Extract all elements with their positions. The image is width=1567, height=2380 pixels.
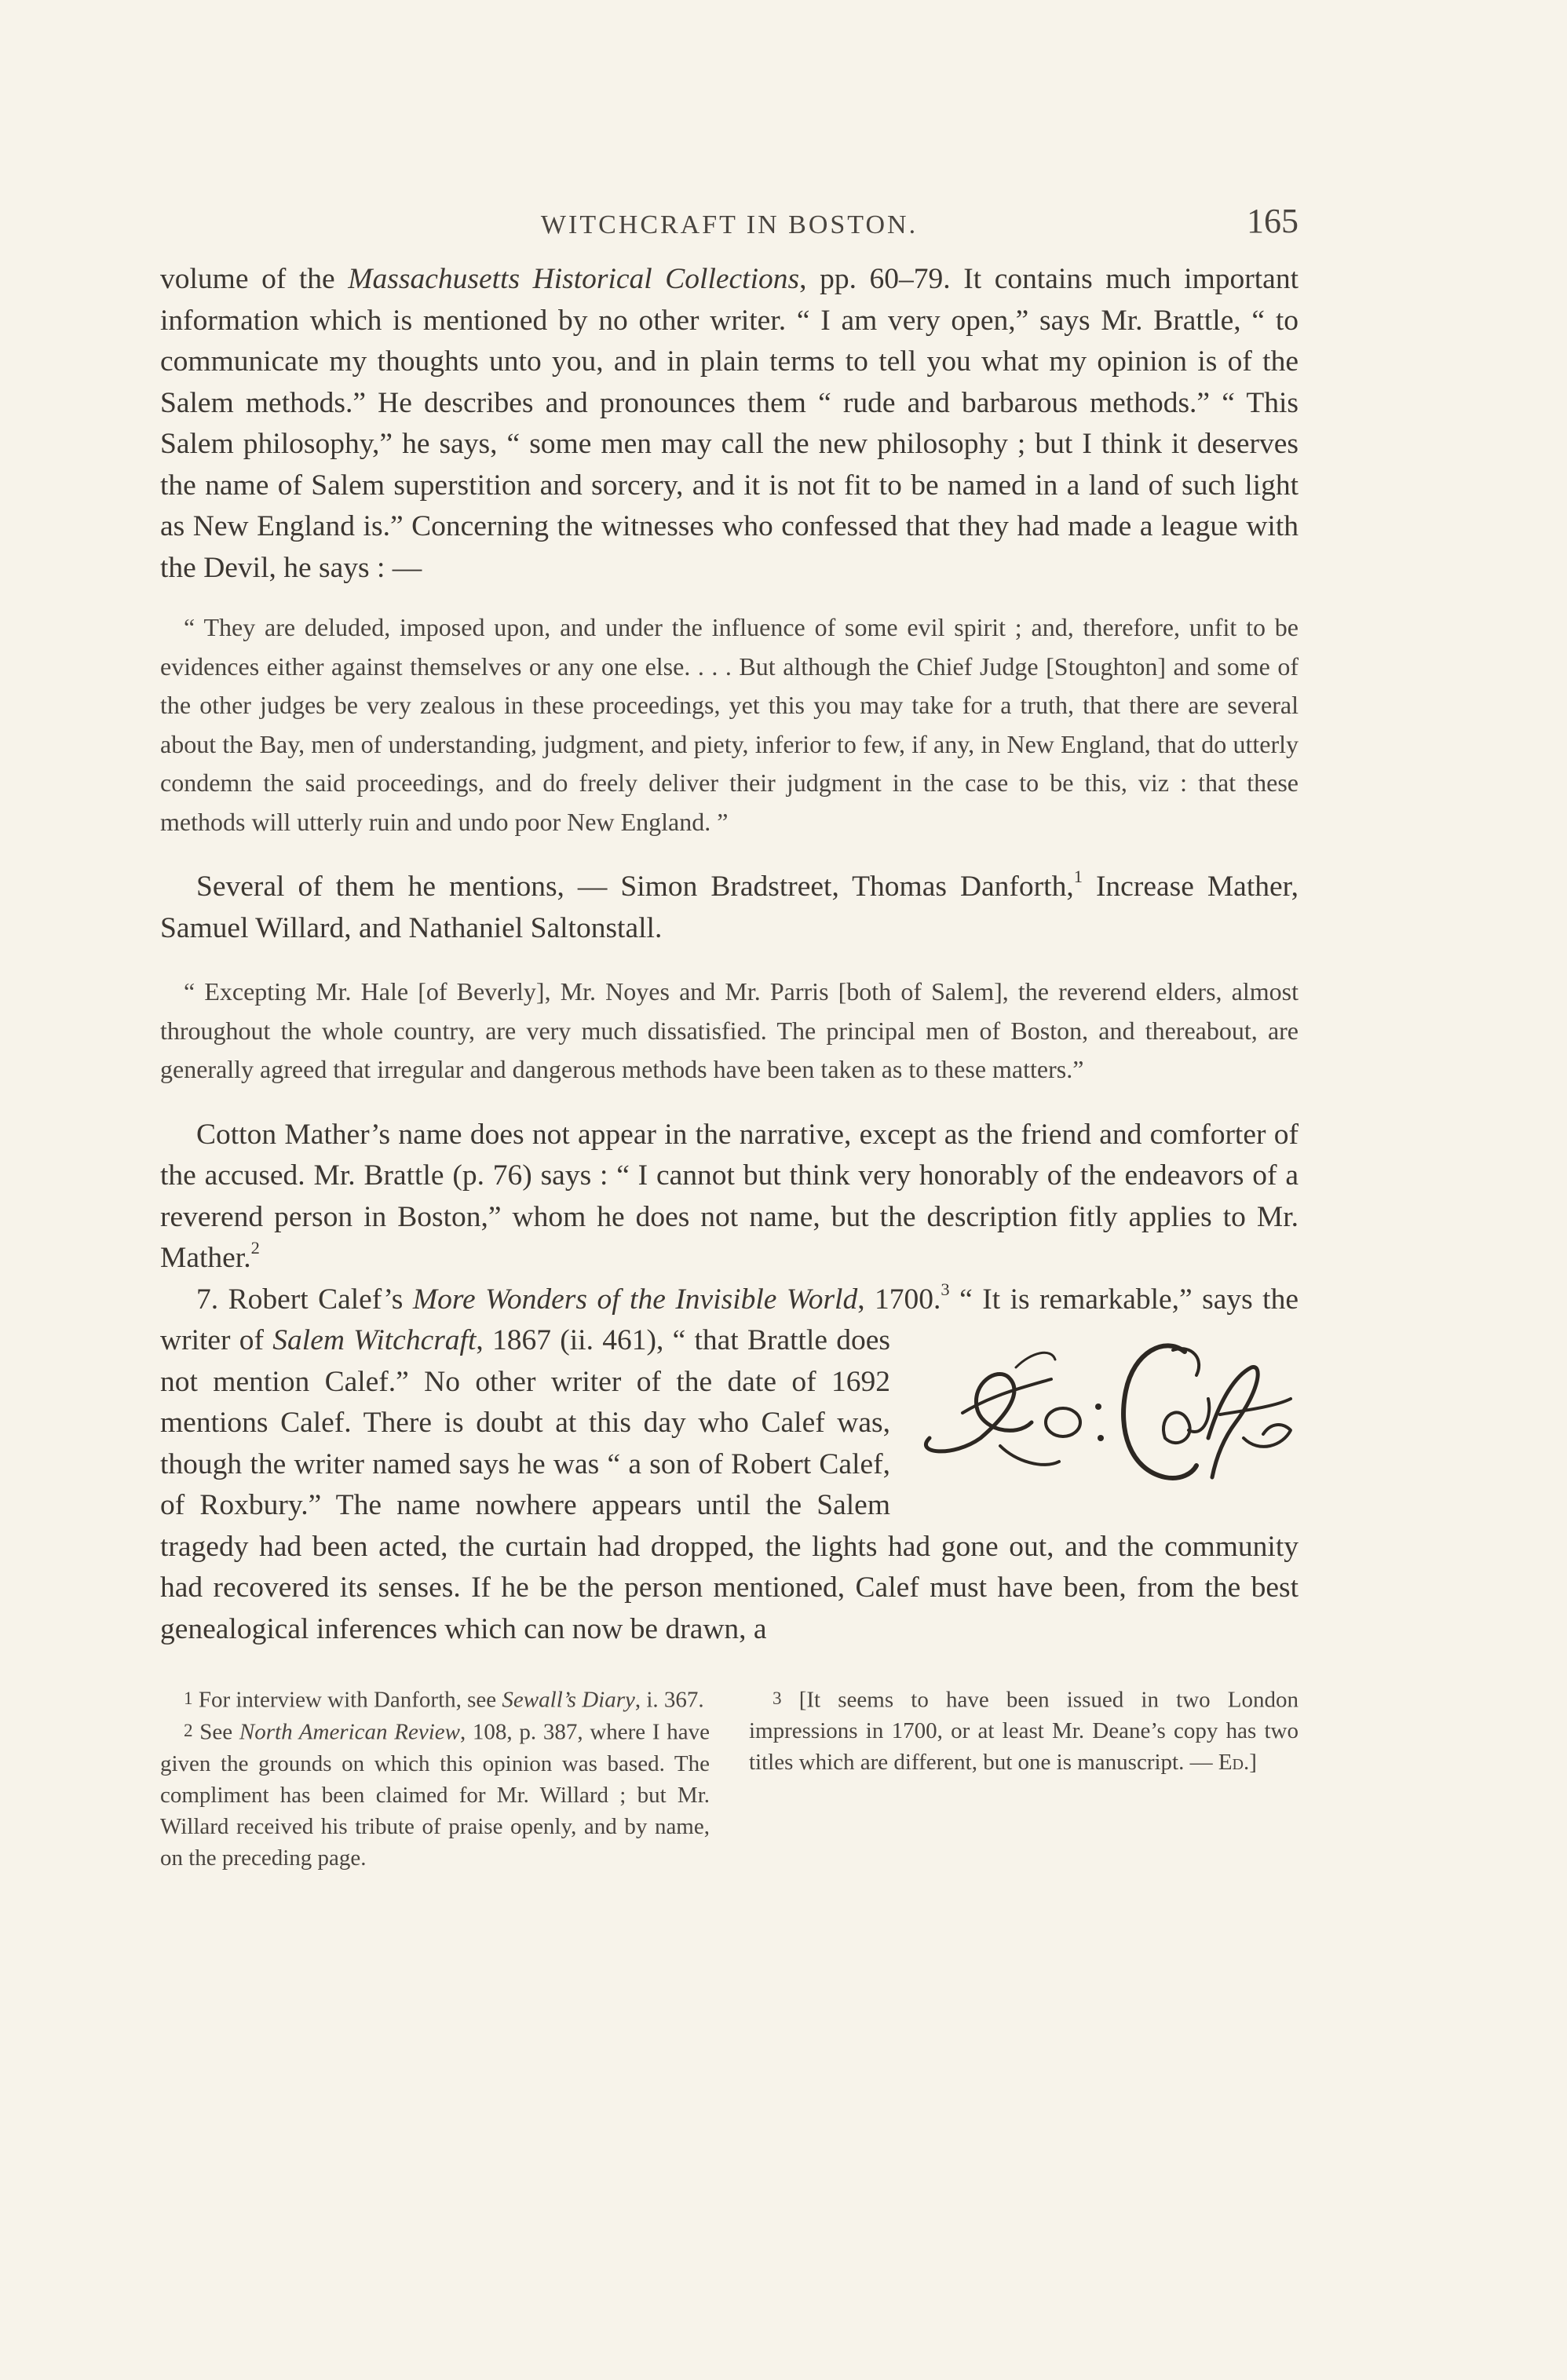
paragraph-robert-calef — [160, 1279, 1299, 1651]
title-north-american-review: North American Review — [239, 1719, 460, 1745]
paragraph-text: , pp. 60–79. It contains much important information which is mentioned by no other writer. “ I am very open,” says Mr. Brattle, “ to communicate my thoughts unto you, and in plain terms to tell you what my opinion is of the Salem methods.” He describes and pronounces them “ rude and barbarous methods.” “ This Salem philosophy,” he says, “ some men may call the new philosophy ; but I think it deserves the name of Salem superstition and sorcery, and it is not fit to be named in a land of such light as New England is.” Concerning the witnesses who confessed that they had made a league with the Devil, he says : — — [160, 263, 1299, 584]
block-quote-deluded: “ They are deluded, imposed upon, and under the influence of some evil spirit ; and, therefore, unfit to be evidences either against themselves or any one else. . . . But although the Chief Judge [Stoughton] and some of the other judges be very zealous in these proceedings, yet this you may take for a truth, that there are several about the Bay, men of understanding, judgment, and piety, inferior to few, if any, in New England, that do utterly condemn the said proceedings, and do freely deliver their judgment in the case to be this, viz : that these methods will utterly ruin and undo poor New England. ” — [160, 613, 1299, 836]
paragraph-cotton-mather — [160, 1115, 1299, 1279]
footnote-text: , 108, p. 387, where I have given the grounds on which this opinion was based. The compliment has been claimed for Mr. Willard ; but Mr. Willard received his tribute of praise openly, and by name, on the preceding page. — [160, 1719, 710, 1871]
footnote-ref-3: 3 — [941, 1279, 950, 1299]
footnote-ref-2: 2 — [250, 1238, 260, 1258]
paragraph-text: 7. Robert Calef’s — [196, 1283, 413, 1316]
footnote-text: , i. 367. — [634, 1687, 704, 1713]
footnote-number: 1 — [184, 1688, 193, 1709]
title-more-wonders: More Wonders of the Invisible World — [412, 1283, 858, 1316]
page-header — [160, 196, 1299, 259]
footnote-text: For interview with Danforth, see — [192, 1687, 502, 1713]
page-number: 165 — [1247, 202, 1299, 240]
footnote-text: [It seems to have been issued in two London impressions in 1700, or at least Mr. Deane’s copy has two titles which are different, but one is manuscript. — — [749, 1687, 1299, 1776]
footnote-text: ] — [1249, 1750, 1257, 1776]
paragraph-text: volume of the — [160, 263, 349, 295]
paragraph-brattle-opinion — [160, 259, 1299, 589]
calef-section — [160, 1279, 1299, 1651]
paragraph-text: Cotton Mather’s name does not appear in the narrative, except as the friend and comforter of the accused. Mr. Brattle (p. 76) says : “ I cannot but think very honorably of the endeavors of a reverend person in Boston,” whom he does not name, but the description fitly applies to Mr. Mather. — [160, 1118, 1299, 1274]
footnote-number: 3 — [773, 1688, 782, 1709]
running-title: WITCHCRAFT IN BOSTON. — [540, 210, 919, 239]
signature-ro-calef-icon — [906, 1320, 1299, 1487]
editor-mark: Ed. — [1218, 1750, 1250, 1776]
footnotes — [160, 1683, 1299, 1874]
paragraph-text: “ It is remarkable,” says the writer of — [160, 1283, 1299, 1356]
title-salem-witchcraft: Salem Witchcraft — [272, 1324, 477, 1356]
footnote-1 — [160, 1683, 710, 1715]
footnote-number: 2 — [184, 1721, 193, 1742]
paragraph-text-with-signature — [160, 1324, 1299, 1645]
block-quote-excepting: “ Excepting Mr. Hale [of Beverly], Mr. Noyes and Mr. Parris [both of Salem], the reverend elders, almost throughout the whole country, are very much dissatisfied. The principal men of Boston, and thereabout, are generally agreed that irregular and dangerous methods have been taken as to these matters.” — [160, 977, 1299, 1083]
footnote-ref-1: 1 — [1073, 867, 1083, 887]
footnote-text: See — [192, 1719, 239, 1745]
book-page — [160, 196, 1299, 1874]
footnote-column-left — [160, 1683, 710, 1874]
calef-signature — [906, 1320, 1299, 1487]
title-sewalls-diary: Sewall’s Diary — [502, 1687, 635, 1713]
footnote-column-right — [749, 1683, 1299, 1874]
paragraph-text: , 1867 (ii. 461), “ that Brattle does not mention Calef.” No other writer of the date of 1692 mentions Calef. There is doubt at this day who Calef was, though the writer named says he was “ a son of Robert Calef, of Roxbury.” The name nowhere appears until the Salem tragedy had been acted, the curtain had dropped, the lights had gone out, and the community had recovered its senses. If he be the person mentioned, Calef must have been, from the best genealogical inferences which can now be drawn, a — [160, 1324, 1299, 1645]
paragraph-text: Several of them he mentions, — Simon Bradstreet, Thomas Danforth, — [196, 871, 1074, 903]
title-massachusetts-historical-collections: Massachusetts Historical Collections — [348, 263, 800, 295]
paragraph-text: Increase Mather, Samuel Willard, and Nathaniel Saltonstall. — [160, 871, 1299, 944]
footnote-2 — [160, 1715, 710, 1873]
paragraph-text: , 1700. — [857, 1283, 941, 1316]
footnote-3 — [749, 1683, 1299, 1778]
paragraph-several-mentioned — [160, 867, 1299, 949]
